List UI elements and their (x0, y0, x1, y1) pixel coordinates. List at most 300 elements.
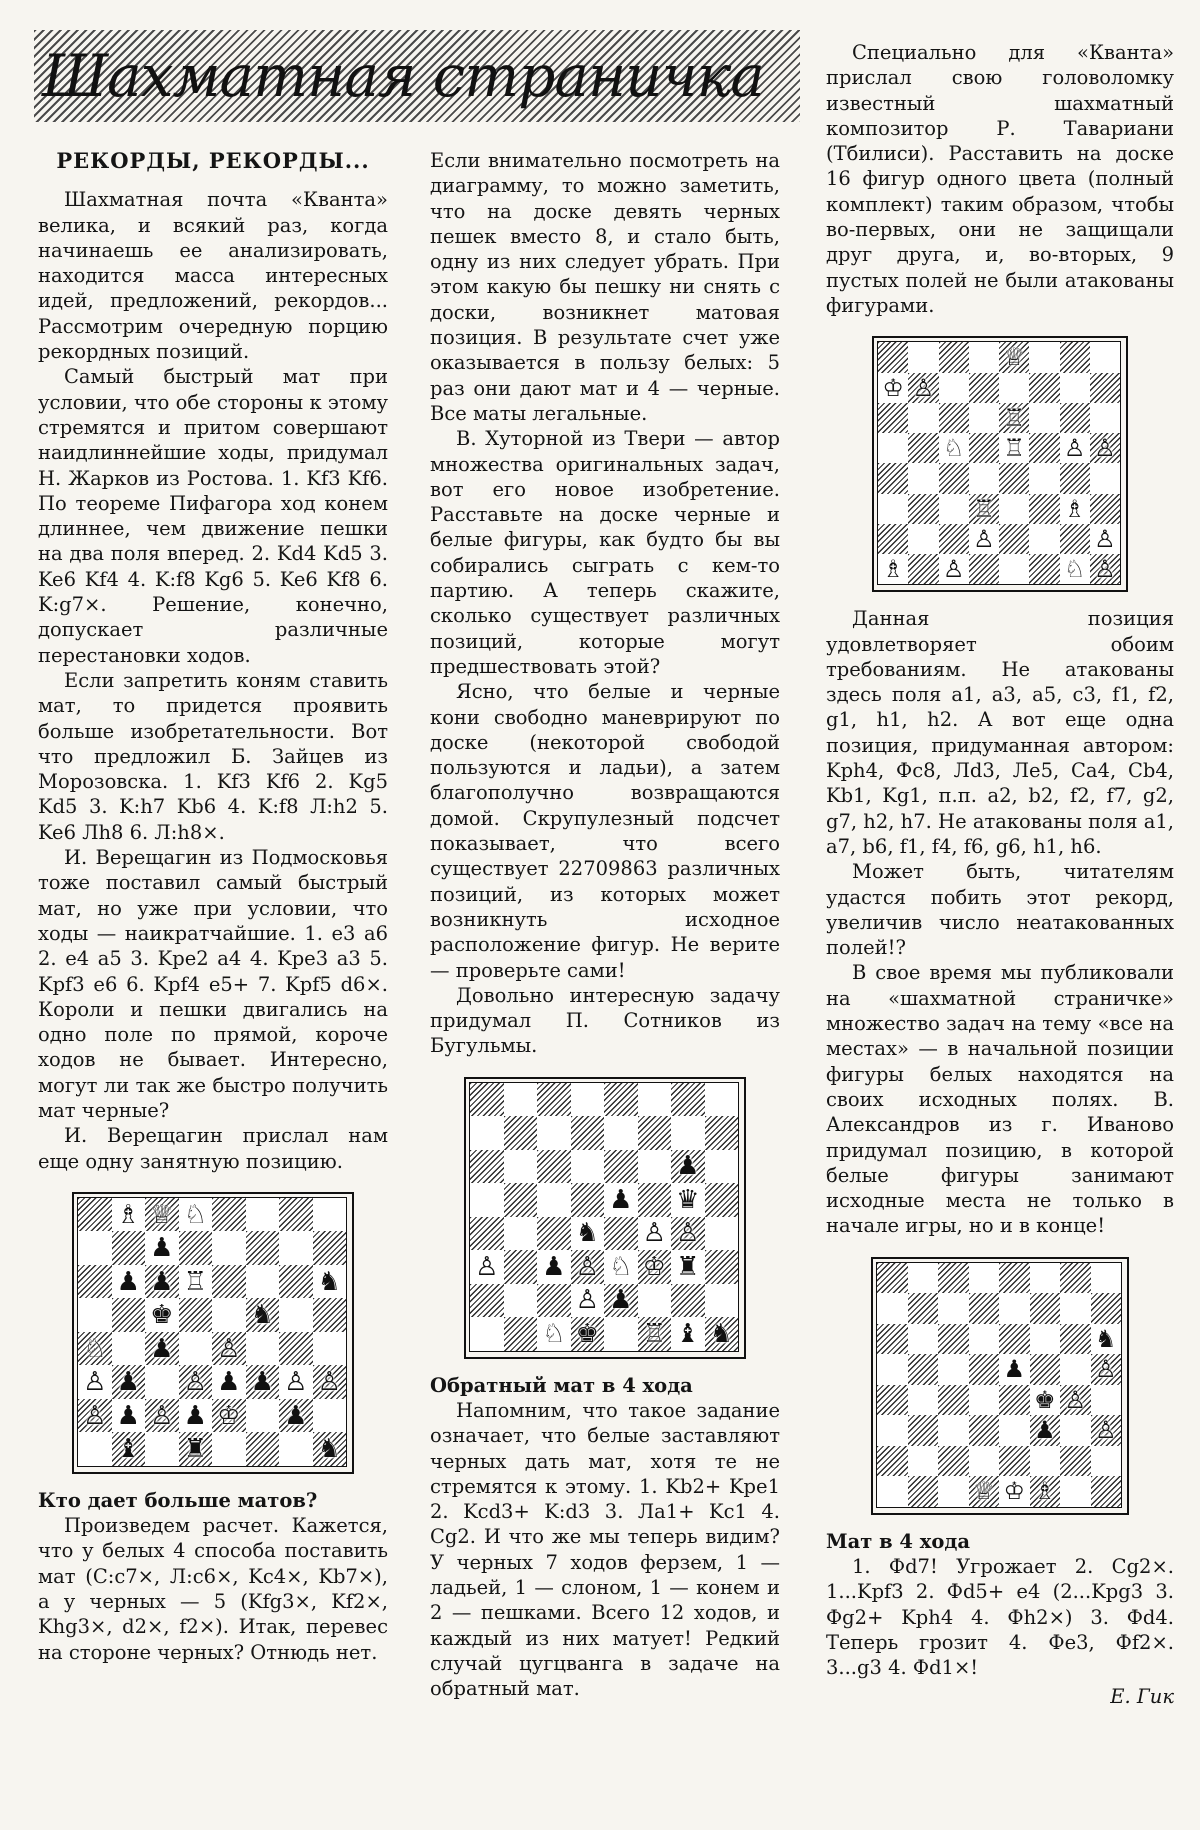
board-square (908, 1476, 939, 1507)
board-square (705, 1317, 739, 1351)
board-square (537, 1116, 571, 1150)
board-square (1060, 373, 1090, 403)
board-square (969, 1324, 1000, 1355)
board-square (878, 554, 908, 584)
board-square (604, 1083, 638, 1117)
board-square (246, 1332, 280, 1366)
board-square (939, 403, 969, 433)
board-square (877, 1385, 908, 1416)
paragraph: Специально для «Кванта» прислал свою головоломку известный шахматный композитор Р. Тавариани (Тбилиси). Расставить на доске 16 фигур одного цвета (полный комплект) таким образом, чтобы во-первых, они не защищали друг друга, и, во-вторых, 9 пустых полей не были атакованы фигурами. (826, 41, 1174, 317)
board-square (1030, 1385, 1061, 1416)
board-square (604, 1284, 638, 1318)
board-square (1060, 1324, 1091, 1355)
board-square (638, 1284, 672, 1318)
chess-piece: ♘ (542, 1318, 566, 1349)
chess-piece: ♙ (1064, 1385, 1086, 1414)
chess-diagram-4 (871, 1257, 1129, 1515)
board-square (999, 373, 1029, 403)
chess-piece: ♔ (217, 1400, 241, 1431)
board-square (1060, 494, 1090, 524)
board-square (313, 1399, 347, 1433)
author-signature: Е. Гик (1110, 1685, 1174, 1709)
paragraph: Довольно интересную задачу придумал П. Сотников из Бугульмы. (430, 983, 780, 1058)
chess-piece: ♙ (1094, 555, 1116, 584)
board-square (470, 1317, 504, 1351)
board-square (212, 1332, 246, 1366)
board-square (939, 342, 969, 372)
board-square (212, 1365, 246, 1399)
board-square (1030, 1293, 1061, 1324)
column-2 (430, 148, 780, 1702)
chess-piece: ♙ (642, 1218, 666, 1249)
board-square (313, 1365, 347, 1399)
board-square (145, 1432, 179, 1466)
board-square (145, 1231, 179, 1265)
chess-piece: ♟ (676, 1151, 700, 1182)
board-square (938, 1324, 969, 1355)
board-square (1029, 494, 1059, 524)
board-square (908, 463, 938, 493)
board-square (604, 1183, 638, 1217)
board-square (878, 403, 908, 433)
board-square (1091, 1415, 1122, 1446)
board-square (1029, 403, 1059, 433)
chess-board (77, 1197, 347, 1467)
chess-piece: ♙ (575, 1251, 599, 1282)
board-square (470, 1116, 504, 1150)
chess-diagram-1 (72, 1192, 354, 1474)
board-square (969, 524, 999, 554)
board-square (999, 1446, 1030, 1477)
board-square (638, 1317, 672, 1351)
chess-piece: ♞ (575, 1218, 599, 1249)
board-square (671, 1250, 705, 1284)
chess-piece: ♕ (972, 1477, 995, 1506)
board-square (638, 1116, 672, 1150)
board-square (908, 1354, 939, 1385)
chess-piece: ♙ (1094, 434, 1116, 463)
board-square (908, 1263, 939, 1294)
board-square (1060, 554, 1090, 584)
chess-piece: ♙ (1094, 1355, 1117, 1384)
board-square (313, 1332, 347, 1366)
chess-piece: ♟ (150, 1333, 174, 1364)
board-square (78, 1231, 112, 1265)
board-square (112, 1265, 146, 1299)
board-square (999, 463, 1029, 493)
chess-piece: ♙ (912, 373, 935, 402)
board-square (671, 1217, 705, 1251)
chess-piece: ♟ (609, 1184, 633, 1215)
chess-piece: ♞ (709, 1318, 733, 1349)
board-square (1060, 524, 1090, 554)
board-square (571, 1317, 605, 1351)
board-square (1060, 1263, 1091, 1294)
chess-piece: ♔ (1003, 1477, 1025, 1506)
board-square (470, 1083, 504, 1117)
board-square (999, 494, 1029, 524)
board-square (279, 1231, 313, 1265)
paragraph: Может быть, читателям удастся побить этот рекорд, увеличив число неатакованных полей!? (826, 860, 1174, 960)
chess-piece: ♘ (83, 1333, 107, 1364)
board-square (969, 342, 999, 372)
board-square (212, 1298, 246, 1332)
board-square (145, 1298, 179, 1332)
board-square (279, 1399, 313, 1433)
chess-board (877, 341, 1121, 585)
board-square (938, 1446, 969, 1477)
board-square (671, 1116, 705, 1150)
board-square (969, 1354, 1000, 1385)
chess-piece: ♟ (1003, 1355, 1025, 1384)
board-square (1030, 1263, 1061, 1294)
board-square (1030, 1476, 1061, 1507)
chess-piece: ♗ (116, 1199, 140, 1230)
board-square (938, 1263, 969, 1294)
board-square (145, 1198, 179, 1232)
board-square (571, 1150, 605, 1184)
board-square (969, 1293, 1000, 1324)
board-square (78, 1365, 112, 1399)
chess-piece: ♗ (882, 555, 904, 584)
board-square (78, 1399, 112, 1433)
chess-piece: ♟ (217, 1367, 241, 1398)
board-square (1090, 403, 1120, 433)
board-square (908, 433, 938, 463)
board-square (313, 1265, 347, 1299)
board-square (537, 1183, 571, 1217)
board-square (939, 373, 969, 403)
board-square (571, 1183, 605, 1217)
board-square (969, 1446, 1000, 1477)
board-square (908, 524, 938, 554)
chess-piece: ♙ (575, 1285, 599, 1316)
board-square (705, 1183, 739, 1217)
board-square (470, 1217, 504, 1251)
board-square (878, 433, 908, 463)
board-square (1060, 1354, 1091, 1385)
board-square (969, 403, 999, 433)
board-square (537, 1150, 571, 1184)
board-square (179, 1231, 213, 1265)
chess-piece: ♟ (116, 1400, 140, 1431)
board-square (671, 1150, 705, 1184)
board-square (999, 524, 1029, 554)
board-square (179, 1198, 213, 1232)
board-square (313, 1198, 347, 1232)
board-square (1029, 342, 1059, 372)
board-square (112, 1432, 146, 1466)
board-square (1091, 1446, 1122, 1477)
board-square (571, 1250, 605, 1284)
board-square (112, 1231, 146, 1265)
board-square (1029, 554, 1059, 584)
board-square (470, 1284, 504, 1318)
board-square (1090, 373, 1120, 403)
board-square (671, 1317, 705, 1351)
board-square (504, 1183, 538, 1217)
board-square (877, 1476, 908, 1507)
chess-piece: ♙ (1063, 434, 1086, 463)
chess-piece: ♜ (676, 1251, 700, 1282)
board-square (313, 1231, 347, 1265)
chess-piece: ♙ (1094, 1416, 1117, 1445)
board-square (179, 1332, 213, 1366)
chess-piece: ♛ (676, 1184, 700, 1215)
board-square (1091, 1293, 1122, 1324)
board-square (705, 1217, 739, 1251)
board-square (969, 373, 999, 403)
chess-piece: ♙ (676, 1218, 700, 1249)
board-square (279, 1432, 313, 1466)
board-square (1091, 1263, 1122, 1294)
board-square (638, 1250, 672, 1284)
chess-piece: ♕ (1003, 343, 1025, 372)
chess-piece: ♝ (116, 1434, 140, 1465)
board-square (504, 1116, 538, 1150)
chess-piece: ♞ (317, 1434, 341, 1465)
board-square (504, 1284, 538, 1318)
board-square (78, 1332, 112, 1366)
board-square (878, 342, 908, 372)
board-square (145, 1399, 179, 1433)
chess-piece: ♟ (116, 1266, 140, 1297)
board-square (1030, 1354, 1061, 1385)
board-square (878, 524, 908, 554)
board-square (246, 1432, 280, 1466)
chess-piece: ♟ (250, 1367, 274, 1398)
board-square (705, 1284, 739, 1318)
chess-diagram-3 (872, 336, 1128, 592)
board-square (571, 1083, 605, 1117)
chess-piece: ♟ (150, 1266, 174, 1297)
board-square (1029, 463, 1059, 493)
board-square (908, 1324, 939, 1355)
board-square (504, 1150, 538, 1184)
paragraph: В свое время мы публиковали на «шахматной страничке» множество задач на тему «все на местах» — в начальной позиции фигуры белых находятся на своих исходных полях. В. Александров из г. Иваново придумал позицию, в которой белые фигуры занимают исходные места не только в начале игры, но и в конце! (826, 961, 1174, 1238)
board-square (604, 1150, 638, 1184)
board-square (1091, 1476, 1122, 1507)
board-square (638, 1217, 672, 1251)
board-square (78, 1432, 112, 1466)
paragraph: Самый быстрый мат при условии, что обе стороны к этому стремятся и притом совершают наидлиннейшие ходы, придумал Н. Жарков из Ростова. 1. Kf3 Kf6. По теореме Пифагора ход конем длиннее, чем движение пешки на два поля вперед. 2. Kd4 Kd5 3. Ke6 Kf4 4. K:f8 Kg6 5. Ke6 Kf8 6. K:g7×. Решение, конечно, допускает различные перестановки ходов. (38, 365, 388, 667)
board-square (999, 1476, 1030, 1507)
board-square (1060, 1415, 1091, 1446)
board-square (999, 1324, 1030, 1355)
chess-piece: ♝ (676, 1318, 700, 1349)
board-square (246, 1198, 280, 1232)
board-square (1030, 1415, 1061, 1446)
board-square (145, 1365, 179, 1399)
board-square (877, 1263, 908, 1294)
board-square (1029, 373, 1059, 403)
board-square (705, 1250, 739, 1284)
board-square (969, 554, 999, 584)
board-square (938, 1415, 969, 1446)
board-square (604, 1250, 638, 1284)
board-square (1060, 1385, 1091, 1416)
board-square (78, 1198, 112, 1232)
chess-piece: ♔ (642, 1251, 666, 1282)
board-square (908, 1293, 939, 1324)
chess-piece: ♟ (542, 1251, 566, 1282)
board-square (1060, 1446, 1091, 1477)
diagram-4-caption: Мат в 4 хода (826, 1529, 971, 1553)
board-square (537, 1284, 571, 1318)
board-square (179, 1432, 213, 1466)
chess-piece: ♙ (183, 1367, 207, 1398)
chess-piece: ♚ (575, 1318, 599, 1349)
board-square (504, 1317, 538, 1351)
board-square (908, 1446, 939, 1477)
board-square (470, 1183, 504, 1217)
board-square (1091, 1354, 1122, 1385)
board-square (212, 1265, 246, 1299)
board-square (571, 1284, 605, 1318)
board-square (999, 403, 1029, 433)
board-square (246, 1399, 280, 1433)
board-square (246, 1265, 280, 1299)
paragraph: Напомним, что такое задание означает, что белые заставляют черных дать мат, хотя те не стремятся к этому. 1. Kb2+ Kpe1 2. Kcd3+ K:d3 3. Лa1+ Kc1 4. Cg2. И что же мы теперь видим? У черных 7 ходов ферзем, 1 — ладьей, 1 — слоном, 1 — конем и 2 — пешками. Всего 12 ходов, и каждый из них матует! Редкий случай цугцванга в задаче на обратный мат. (430, 1398, 780, 1701)
board-square (212, 1231, 246, 1265)
board-square (939, 554, 969, 584)
board-square (908, 342, 938, 372)
board-square (705, 1116, 739, 1150)
board-square (313, 1432, 347, 1466)
board-square (999, 554, 1029, 584)
board-square (908, 1385, 939, 1416)
chess-piece: ♟ (609, 1285, 633, 1316)
chess-piece: ♙ (475, 1251, 499, 1282)
board-square (571, 1217, 605, 1251)
board-square (537, 1317, 571, 1351)
chess-piece: ♘ (1063, 555, 1086, 584)
board-square (504, 1217, 538, 1251)
board-square (1060, 1476, 1091, 1507)
board-square (908, 1415, 939, 1446)
chess-piece: ♟ (183, 1400, 207, 1431)
paragraph: И. Верещагин из Подмосковья тоже поставил самый быстрый мат, но уже при условии, что ходы — наикратчайшие. 1. e3 a6 2. e4 a5 3. Kpe2 a4 4. Kpe3 a3 5. Kpf3 e6 6. Kpf4 e5+ 7. Kpf5 d6×. Короли и пешки двигались на одно поле по прямой, короче ходов не бывает. Интересно, могут ли так же быстро получить мат черные? (38, 846, 388, 1122)
chess-piece: ♚ (1033, 1385, 1056, 1414)
article-heading: РЕКОРДЫ, РЕКОРДЫ... (56, 148, 370, 173)
board-square (1060, 403, 1090, 433)
board-square (908, 554, 938, 584)
board-square (537, 1250, 571, 1284)
paragraph: Произведем расчет. Кажется, что у белых 4 способа поставить мат (C:c7×, Л:c6×, Kc4×, Kb7×), а у черных — 5 (Kfg3×, Kf2×, Khg3×, d2×, f2×). Итак, перевес на стороне черных? Отнюдь нет. (38, 1514, 388, 1664)
board-square (877, 1354, 908, 1385)
board-square (212, 1198, 246, 1232)
board-square (1090, 433, 1120, 463)
paragraph: Шахматная почта «Кванта» велика, и всякий раз, когда начинаешь ее анализировать, находится масса интересных идей, предложений, рекордов... Рассмотрим очередную порцию рекордных позиций. (38, 188, 388, 364)
board-square (908, 403, 938, 433)
board-square (112, 1332, 146, 1366)
board-square (604, 1217, 638, 1251)
board-square (969, 1263, 1000, 1294)
chess-piece: ♙ (284, 1367, 308, 1398)
chess-piece: ♗ (1063, 494, 1086, 523)
board-square (279, 1365, 313, 1399)
board-square (939, 433, 969, 463)
board-square (705, 1083, 739, 1117)
board-square (969, 433, 999, 463)
paragraph: И. Верещагин прислал нам еще одну занятную позицию. (38, 1124, 388, 1173)
board-square (877, 1415, 908, 1446)
chess-piece: ♙ (217, 1333, 241, 1364)
page-banner-title: Шахматная страничка (42, 42, 764, 110)
board-square (999, 1293, 1030, 1324)
board-square (504, 1250, 538, 1284)
board-square (571, 1116, 605, 1150)
chess-piece: ♞ (250, 1300, 274, 1331)
chess-piece: ♙ (942, 555, 965, 584)
board-square (969, 1385, 1000, 1416)
board-square (537, 1217, 571, 1251)
board-square (878, 494, 908, 524)
board-square (999, 1354, 1030, 1385)
board-square (938, 1354, 969, 1385)
chess-piece: ♘ (942, 434, 965, 463)
board-square (939, 524, 969, 554)
chess-piece: ♖ (183, 1266, 207, 1297)
board-square (671, 1183, 705, 1217)
board-square (638, 1183, 672, 1217)
board-square (1029, 433, 1059, 463)
board-square (112, 1198, 146, 1232)
board-square (877, 1446, 908, 1477)
chess-piece: ♙ (317, 1367, 341, 1398)
board-square (537, 1083, 571, 1117)
board-square (112, 1399, 146, 1433)
board-square (145, 1332, 179, 1366)
paragraph: Данная позиция удовлетворяет обоим требованиям. Не атакованы здесь поля a1, a3, a5, c3, f1, f2, g1, h1, h2. А вот еще одна позиция, придуманная автором: Kph4, Фc8, Лd3, Лe5, Ca4, Cb4, Kb1, Kg1, п.п. a2, b2, f2, f7, g2, g7, h2, h7. Не атакованы поля a1, a7, b6, f1, f4, f6, g6, h1, h6. (826, 607, 1174, 858)
chess-piece: ♙ (83, 1367, 107, 1398)
board-square (1091, 1324, 1122, 1355)
board-square (179, 1265, 213, 1299)
board-square (938, 1385, 969, 1416)
chess-piece: ♘ (183, 1199, 207, 1230)
board-square (1060, 1293, 1091, 1324)
chess-board (469, 1082, 739, 1352)
chess-piece: ♚ (150, 1300, 174, 1331)
board-square (938, 1293, 969, 1324)
board-square (908, 373, 938, 403)
board-square (1060, 433, 1090, 463)
chess-piece: ♔ (882, 373, 904, 402)
board-square (1029, 524, 1059, 554)
board-square (313, 1298, 347, 1332)
column-3 (826, 40, 1174, 1710)
column-1 (38, 148, 388, 1665)
board-square (878, 373, 908, 403)
chess-piece: ♙ (1094, 524, 1116, 553)
paragraph: Если внимательно посмотреть на диаграмму, то можно заметить, что на доске девять черных пешек вместо 8, и стало быть, одну из них следует убрать. При этом какую бы пешку ни снять с доски, возникнет матовая позиция. В результате счет уже оказывается в пользу белых: 5 раз они дают мат и 4 — черные. Все маты легальные. (430, 149, 780, 425)
chess-piece: ♞ (1094, 1324, 1117, 1353)
chess-piece: ♖ (642, 1318, 666, 1349)
board-square (1030, 1446, 1061, 1477)
board-square (1090, 463, 1120, 493)
board-square (279, 1198, 313, 1232)
board-square (212, 1432, 246, 1466)
chess-piece: ♟ (1033, 1416, 1056, 1445)
chess-piece: ♟ (116, 1367, 140, 1398)
diagram-2-caption: Обратный мат в 4 хода (430, 1373, 693, 1397)
chess-piece: ♞ (317, 1266, 341, 1297)
board-square (179, 1399, 213, 1433)
board-square (1090, 342, 1120, 372)
page-banner (34, 30, 800, 122)
board-square (705, 1150, 739, 1184)
chess-piece: ♖ (1003, 434, 1025, 463)
